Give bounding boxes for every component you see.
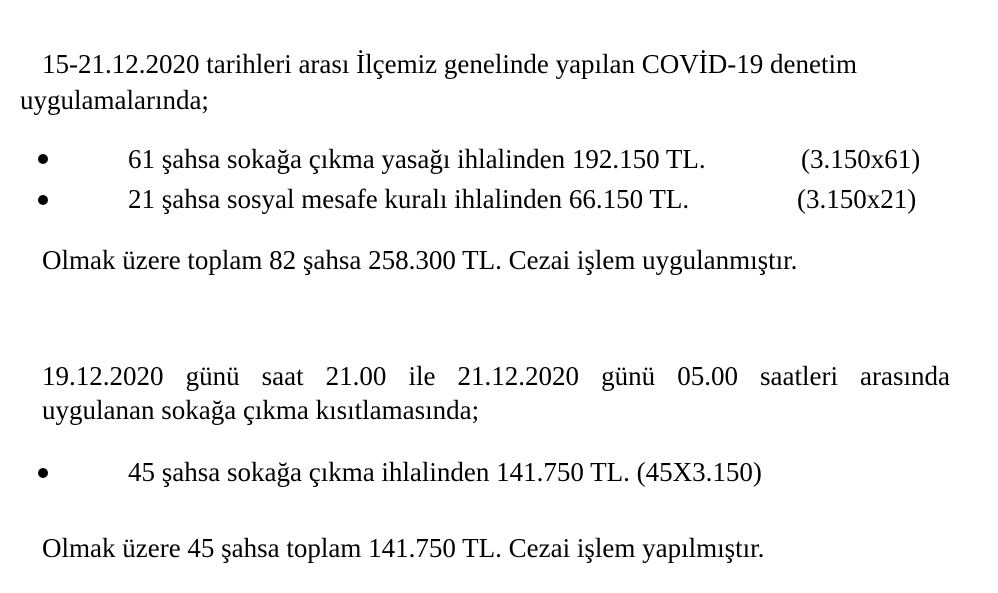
section2-bullet1-text: 45 şahsa sokağa çıkma ihlalinden 141.750 TL. (45X3.150) — [128, 457, 762, 487]
section2-intro-line1: 19.12.2020 günü saat 21.00 ile 21.12.2020 günü 05.00 saatleri arasında — [42, 361, 950, 391]
section1-intro-line2: uygulamalarında; — [20, 85, 209, 115]
bullet-dot — [38, 468, 48, 478]
section2-summary: Olmak üzere 45 şahsa toplam 141.750 TL. Cezai işlem yapılmıştır. — [42, 533, 765, 563]
section1-summary: Olmak üzere toplam 82 şahsa 258.300 TL. Cezai işlem uygulanmıştır. — [42, 245, 798, 275]
section1-bullet2-text: 21 şahsa sosyal mesafe kuralı ihlalinden 66.150 TL. — [128, 184, 690, 214]
section1-bullet1-calc: (3.150x61) — [801, 144, 921, 174]
section1-intro-line1: 15-21.12.2020 tarihleri arası İlçemiz genelinde yapılan COVİD-19 denetim — [42, 49, 857, 79]
bullet-dot — [38, 154, 48, 164]
section1-bullet2-calc: (3.150x21) — [797, 184, 917, 214]
section1-bullet1-text: 61 şahsa sokağa çıkma yasağı ihlalinden 192.150 TL. — [128, 144, 706, 174]
bullet-dot — [38, 195, 48, 205]
section2-intro-line2: uygulanan sokağa çıkma kısıtlamasında; — [42, 395, 480, 425]
